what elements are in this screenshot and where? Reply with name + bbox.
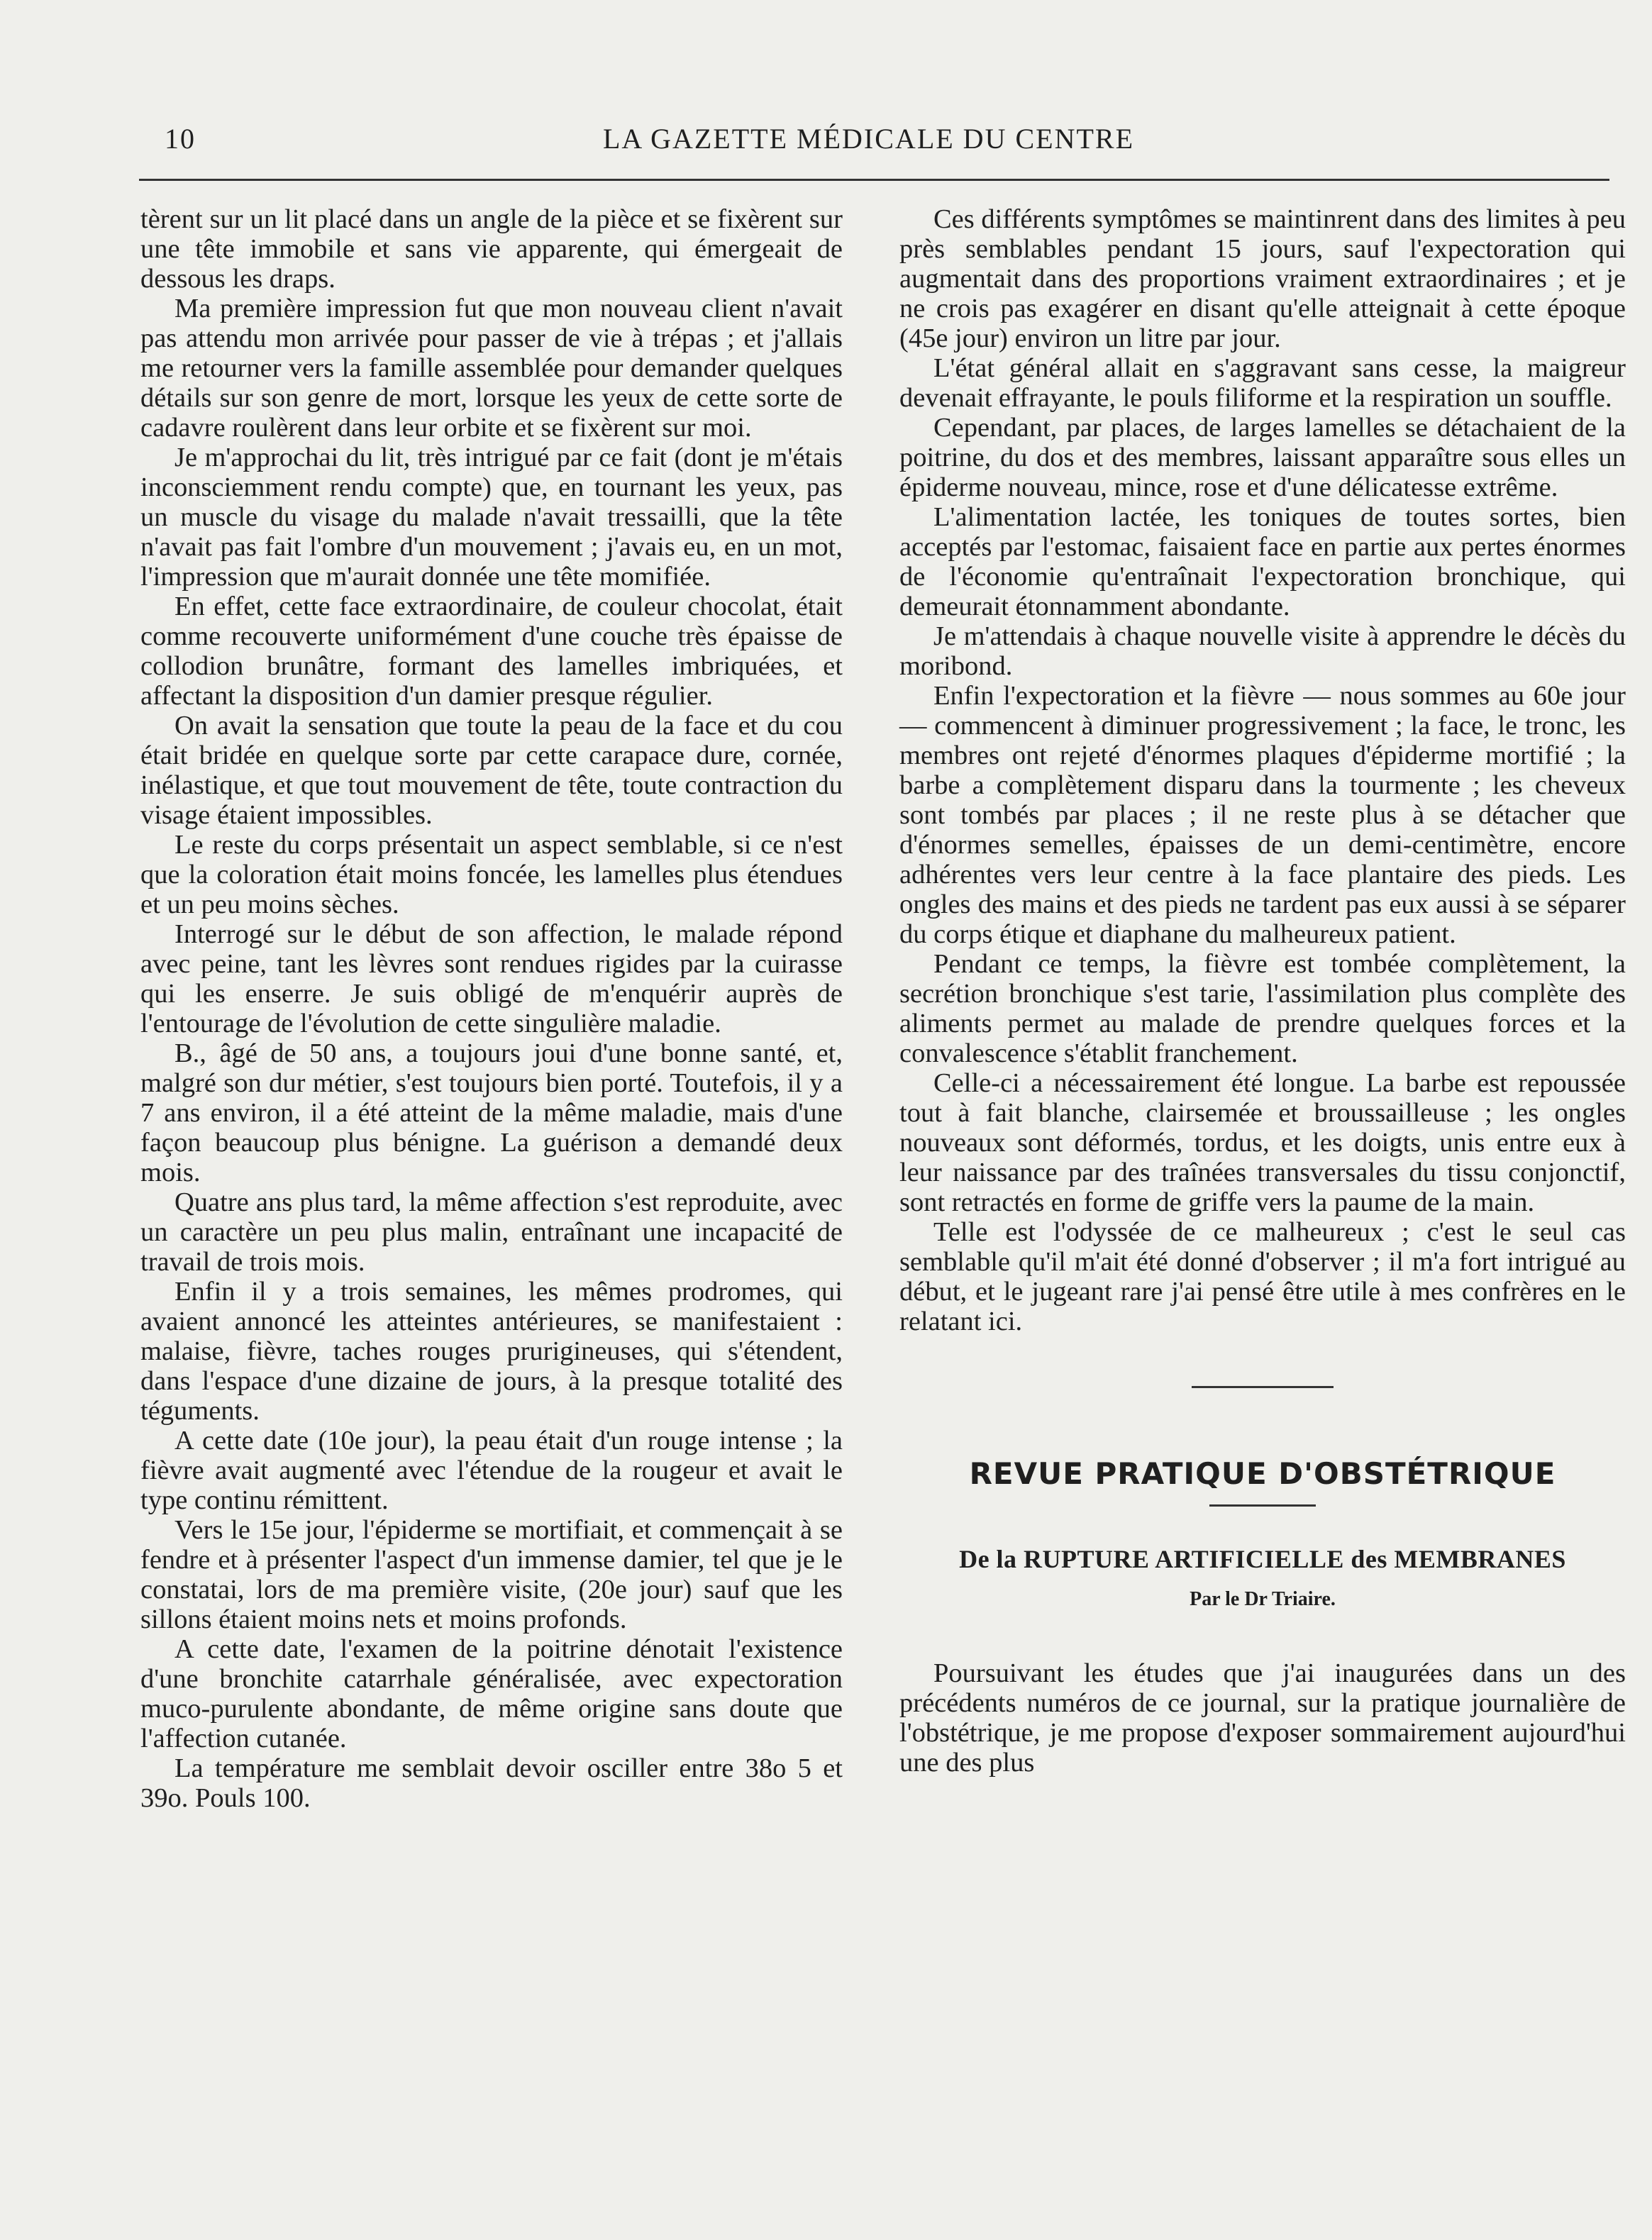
paragraph: Telle est l'odyssée de ce malheureux ; c'est le seul cas semblable qu'il m'ait été donné d'observer ; il m'a fort intrigué au début, et le jugeant rare j'ai pensé être utile à mes confrères en le relatant ici.: [899, 1217, 1626, 1336]
paragraph: Ces différents symptômes se maintinrent dans des limites à peu près semblables pendant 15 jours, sauf l'expectoration qui augmentait dans des proportions vraiment extraordinaires ; et je ne crois pas exagérer en disant qu'elle atteignait à cette époque (45e jour) environ un litre par jour.: [899, 204, 1626, 353]
paragraph: Enfin il y a trois semaines, les mêmes prodromes, qui avaient annoncé les atteintes antérieures, se manifestaient : malaise, fièvre, taches rouges prurigineuses, qui s'étendent, dans l'espace d'une dizaine de jours, à la presque totalité des téguments.: [140, 1277, 843, 1426]
paragraph: On avait la sensation que toute la peau de la face et du cou était bridée en quelque sorte par cette carapace dure, cornée, inélastique, et que tout mouvement de tête, toute contraction du visage étaient impossibles.: [140, 711, 843, 830]
article-byline: Par le Dr Triaire.: [1190, 1588, 1336, 1610]
paragraph: Je m'approchai du lit, très intrigué par ce fait (dont je m'étais inconsciemment rendu compte) que, en tournant les yeux, pas un muscle du visage du malade n'avait tressailli, que la tête n'avait pas fait l'ombre d'un mouvement ; j'avais eu, en un mot, l'impression que m'aurait donnée une tête momifiée.: [140, 443, 843, 592]
left-column: [140, 204, 843, 1813]
paragraph: Je m'attendais à chaque nouvelle visite à apprendre le décès du moribond.: [899, 621, 1626, 681]
paragraph: A cette date, l'examen de la poitrine dénotait l'existence d'une bronchite catarrhale généralisée, avec expectoration muco-purulente abondante, de même origine sans doute que l'affection cutanée.: [140, 1634, 843, 1753]
section-heading: REVUE PRATIQUE D'OBSTÉTRIQUE: [969, 1456, 1556, 1491]
paragraph: Pendant ce temps, la fièvre est tombée complètement, la secrétion bronchique s'est tarie, l'assimilation plus complète des aliments permet au malade de prendre quelques forces et la convalescence s'établit franchement.: [899, 949, 1626, 1068]
running-head: [142, 122, 1595, 165]
paragraph: Poursuivant les études que j'ai inaugurées dans un des précédents numéros de ce journal, sur la pratique journalière de l'obstétrique, je me propose d'exposer sommairement aujourd'hui une des plus: [899, 1658, 1626, 1778]
section-divider: [1192, 1386, 1334, 1388]
paragraph: Vers le 15e jour, l'épiderme se mortifiait, et commençait à se fendre et à présenter l'aspect d'un immense damier, tel que je le constatai, lors de ma première visite, (20e jour) sauf que les sillons étaient moins nets et moins profonds.: [140, 1515, 843, 1634]
paragraph: L'état général allait en s'aggravant sans cesse, la maigreur devenait effrayante, le pouls filiforme et la respiration un souffle.: [899, 353, 1626, 413]
paragraph: Celle-ci a nécessairement été longue. La barbe est repoussée tout à fait blanche, clairsemée et broussailleuse ; les ongles nouveaux sont déformés, tordus, et les doigts, unis entre eux à leur naissance par des traînées transversales du tissu conjonctif, sont retractés en forme de griffe vers la paume de la main.: [899, 1068, 1626, 1217]
paragraph: La température me semblait devoir osciller entre 38o 5 et 39o. Pouls 100.: [140, 1753, 843, 1813]
article-title: De la RUPTURE ARTIFICIELLE des MEMBRANES: [959, 1545, 1566, 1573]
paragraph: En effet, cette face extraordinaire, de couleur chocolat, était comme recouverte uniformément d'une couche très épaisse de collodion brunâtre, formant des lamelles imbriquées, et affectant la disposition d'un damier presque régulier.: [140, 592, 843, 711]
article-body: [899, 1658, 1626, 1778]
page-number: 10: [165, 123, 196, 155]
right-column: [899, 204, 1626, 1778]
paragraph: Ma première impression fut que mon nouveau client n'avait pas attendu mon arrivée pour passer de vie à trépas ; et j'allais me retourner vers la famille assemblée pour demander quelques détails sur son genre de mort, lorsque les yeux de cette sorte de cadavre roulèrent dans leur orbite et se fixèrent sur moi.: [140, 294, 843, 443]
header-rule: [139, 179, 1609, 181]
paragraph: A cette date (10e jour), la peau était d'un rouge intense ; la fièvre avait augmenté avec l'étendue de la rougeur et avait le type continu rémittent.: [140, 1426, 843, 1515]
paragraph: Interrogé sur le début de son affection, le malade répond avec peine, tant les lèvres sont rendues rigides par la cuirasse qui les enserre. Je suis obligé de m'enquérir auprès de l'entourage de l'évolution de cette singulière maladie.: [140, 919, 843, 1038]
paragraph: B., âgé de 50 ans, a toujours joui d'une bonne santé, et, malgré son dur métier, s'est toujours bien porté. Toutefois, il y a 7 ans environ, il a été atteint de la même maladie, mais d'une façon beaucoup plus bénigne. La guérison a demandé deux mois.: [140, 1038, 843, 1187]
journal-title: LA GAZETTE MÉDICALE DU CENTRE: [602, 123, 1134, 155]
paragraph: Le reste du corps présentait un aspect semblable, si ce n'est que la coloration était moins foncée, les lamelles plus étendues et un peu moins sèches.: [140, 830, 843, 919]
paragraph: Quatre ans plus tard, la même affection s'est reproduite, avec un caractère un peu plus malin, entraînant une incapacité de travail de trois mois.: [140, 1187, 843, 1277]
paragraph: L'alimentation lactée, les toniques de toutes sortes, bien acceptés par l'estomac, faisaient face en partie aux pertes énormes de l'économie qu'entraînait l'expectoration bronchique, qui demeurait étonnamment abondante.: [899, 502, 1626, 621]
paragraph: Cependant, par places, de larges lamelles se détachaient de la poitrine, du dos et des membres, laissant apparaître sous elles un épiderme nouveau, mince, rose et d'une délicatesse extrême.: [899, 413, 1626, 502]
paragraph: tèrent sur un lit placé dans un angle de la pièce et se fixèrent sur une tête immobile et sans vie apparente, qui émergeait de dessous les draps.: [140, 204, 843, 294]
paragraph: Enfin l'expectoration et la fièvre — nous sommes au 60e jour — commencent à diminuer progressivement ; la face, le tronc, les membres ont rejeté d'énormes plaques d'épiderme mortifié ; la barbe a complètement disparu dans la tourmente ; les cheveux sont tombés par places ; il ne reste plus à se détacher que d'énormes semelles, épaisses de un demi-centimètre, encore adhérentes vers leur centre à la face plantaire des pieds. Les ongles des mains et des pieds ne tardent pas eux aussi à se séparer du corps étique et diaphane du malheureux patient.: [899, 681, 1626, 949]
heading-underline: [1209, 1504, 1316, 1507]
